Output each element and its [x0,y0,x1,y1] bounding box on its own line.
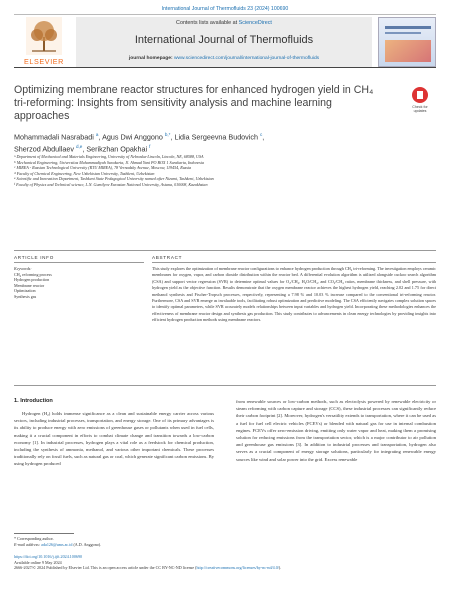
journal-reference[interactable]: International Journal of Thermofluids 23 (2024) 100690 [161,6,289,12]
email-suffix: (A.D. Anggono). [72,541,102,547]
author-affiliation-mark[interactable]: a [95,132,99,137]
affiliation-letter: e [14,176,16,181]
journal-masthead [14,14,436,68]
keywords-label: Keywords: [14,266,32,271]
keyword-item: Hydrogen production [14,277,50,283]
affiliation-text: Mechanical Engineering, Universitas Muhammadiyah Surakarta, Jl. Ahmad Yani PO BOX 1 Surakarta, Indonesia [16,159,205,165]
keywords-block [14,266,144,300]
keyword-item: Optimization [14,288,36,294]
elsevier-logo[interactable] [14,17,74,67]
author-affiliation-mark[interactable]: b,* [164,132,171,137]
keyword-item: CH₄ reforming process [14,271,52,277]
affiliation-letter: a [14,154,16,158]
author-affiliation-mark[interactable]: f [149,144,151,150]
author-affiliation-mark[interactable]: d,e [75,144,83,150]
keyword-item: Membrane reactor [14,282,45,288]
license-end: ). [278,565,282,571]
check-updates-line2: updates [413,109,427,113]
affiliation-list [14,154,434,188]
article-info-heading: ARTICLE INFO [14,255,54,260]
affiliation-letter: f [14,181,16,186]
license-text: 2666-2027/© 2024 Published by Elsevier Ltd. This is an open access article under the CC BY-NC-ND license ( [14,565,197,571]
introduction-heading: 1. Introduction [14,398,53,404]
corresponding-author-note: * Corresponding author. [14,536,54,541]
availability-date: Available online 9 May 2024 [14,559,62,565]
affiliation-letter: c [14,165,16,170]
check-updates-line1: Check for [412,105,428,109]
author-name[interactable]: Serikzhan Opakhai [86,144,148,154]
abstract-body: This study explores the optimization of membrane reactor configurations to enhance hydrogen production through CH₄ tri-reforming. The investigation employs ceramic membranes for oxygen, vapor, and carbon dioxide distribution within the reactor bed. A differential evolution algorithm is utilized alongside cuckoo search algorithm (CSA) and support vector regression (SVR) to determine optimal values for O₂/CH₄, H₂O/CH₄, and CO₂/CH₄ ratios, membrane thickness, and shell pressure, with hydrogen yield as the objective function. Results demonstrate that the oxygen membrane reactor achieves the highest hydrogen yield, reaching 2.02 and 1.75 for direct methanol synthesis and Fischer-Tropsch processes, respectively, representing a 7.98 % and 10.03 % increase compared to the conventional tri-reforming reactor. Furthermore, CSA and SVR emerge as invaluable tools, facilitating robust optimization and predictive modeling. The CSA efficiently navigates complex solution spaces to identify optimal parameters, while SVR accurately models relationships between input variables and hydrogen yield. Incorporating these methodologies enhances the effectiveness of membrane reactor design and synthesis gas production. This study contributes to advancements in clean energy technologies by providing insights into efficient hydrogen production methods using membrane reactors. [152,266,436,323]
license-link[interactable]: http://creativecommons.org/licenses/by-nc-nd/4.0/ [196,565,279,571]
article-metadata-footer [14,554,436,571]
introduction-right-column: from renewable sources or low-carbon methods, such as electrolysis powered by renewable electricity or steam reforming with carbon capture and storage (CCS), these industrial processes can significantly reduce their carbon footprint [2]. Moreover, hydrogen's versatility extends to transportation, where it can be used as a fuel for fuel cell electric vehicles (FCEVs) or blended with natural gas for use in internal combustion engines. FCEVs offer zero-emission driving, emitting only water vapor and heat, making them a promising solution for reducing emissions from the transportation sector, which is a major contributor to air pollution and greenhouse gas emissions [3]. In addition to industrial processes and transportation, hydrogen also serves as a crucial component of energy storage solutions, particularly for integrating renewable energy sources like wind and solar power into the grid. Excess renewable [236,399,436,462]
masthead-band [76,17,372,67]
affiliation-text: Department of Mechanical and Materials Engineering, University of Nebraska-Lincoln, Lincoln, NE, 68588, USA [16,154,204,159]
journal-title: International Journal of Thermofluids [134,34,314,46]
section-divider [14,250,436,251]
keyword-item: Synthesis gas [14,293,37,299]
cover-title-bar [385,26,431,29]
affiliation-item [14,182,434,188]
author-affiliation-mark[interactable]: c [259,132,263,137]
affiliation-letter: b [14,159,16,164]
contents-prefix: Contents lists available at [176,20,239,26]
affiliation-letter: d [14,170,16,175]
homepage-link[interactable]: www.sciencedirect.com/journal/international-journal-of-thermofluids [173,56,320,61]
author-name[interactable]: Mohammadali Nasrabadi [14,132,94,142]
email-link[interactable]: ada126@ums.ac.id [41,541,73,547]
abstract-rule [152,262,436,263]
affiliation-text: MIREA - Russian Technological University (RTU MIREA), 78 Vernadsky Avenue, Moscow, 119454, Russia [16,165,192,171]
journal-cover-thumbnail [378,17,436,67]
homepage-label: journal homepage: [128,56,174,61]
author-list: Mohammadali Nasrabadi $^a$, Agus Dwi Anggono $^{b,*}$, Lidia Sergeevna Budovich $^c$, Sherzod Abdullaev $^{d,e}$, Serikzhan Opakhai $^f$ [14,132,265,154]
author-name[interactable]: Sherzod Abdullaev [14,144,74,154]
cover-image [385,40,431,62]
doi-link[interactable]: https://doi.org/10.1016/j.ijft.2024.100690 [14,554,83,559]
affiliation-text: Faculty of Chemical Engineering, New Uzbekistan University, Tashkent, Uzbekistan [16,170,155,176]
cover-subtitle-bar [385,32,421,34]
email-label: E-mail address: [14,541,42,547]
check-updates-icon [412,87,428,103]
affiliation-text: Scientific and Innovation Department, Tashkent State Pedagogical University named after Nizami, Tashkent, Uzbekistan [16,176,214,182]
article-info-rule [14,262,144,263]
affiliation-text: Faculty of Physics and Technical science, L.N. Gumilyov Eurasian National University, Astana, 010008, Kazakhstan [16,181,208,187]
article-title: Optimizing membrane reactor structures for enhanced hydrogen yield in CH₄ tri-reforming: Insights from sensitivity analysis and machine learning approaches [14,84,374,122]
check-for-updates-badge[interactable] [406,87,434,115]
introduction-left-column: Hydrogen (H₂) holds immense significance as a clean and sustainable energy carrier across various sectors, including industrial processes, transportation, and energy storage. One of its primary advantages is its ability to produce energy with zero emissions of greenhouse gases or pollutants when used in fuel cells, making it a crucial component in efforts to combat climate change and transition towards a low-carbon economy [1]. In industrial processes, hydrogen plays a vital role as a feedstock for chemical production, including the synthesis of ammonia, methanol, and various other important chemicals. These processes traditionally rely on fossil fuels, such as natural gas or coal, which generate significant carbon emissions. By using hydrogen produced [14,411,214,467]
abstract-end-divider [14,385,436,386]
sciencedirect-link[interactable]: ScienceDirect [238,20,272,26]
contents-line [76,20,372,26]
check-updates-label [406,105,434,113]
license-note [14,565,436,571]
elsevier-wordmark: ELSEVIER [24,57,64,66]
abstract-heading: ABSTRACT [152,255,183,260]
author-name[interactable]: Agus Dwi Anggono [102,132,163,142]
homepage-line [76,56,372,61]
author-name[interactable]: Lidia Sergeevna Budovich [174,132,258,142]
footnotes [14,536,224,547]
email-note [14,542,224,548]
footnote-rule [14,533,74,534]
elsevier-tree-icon [26,17,62,55]
